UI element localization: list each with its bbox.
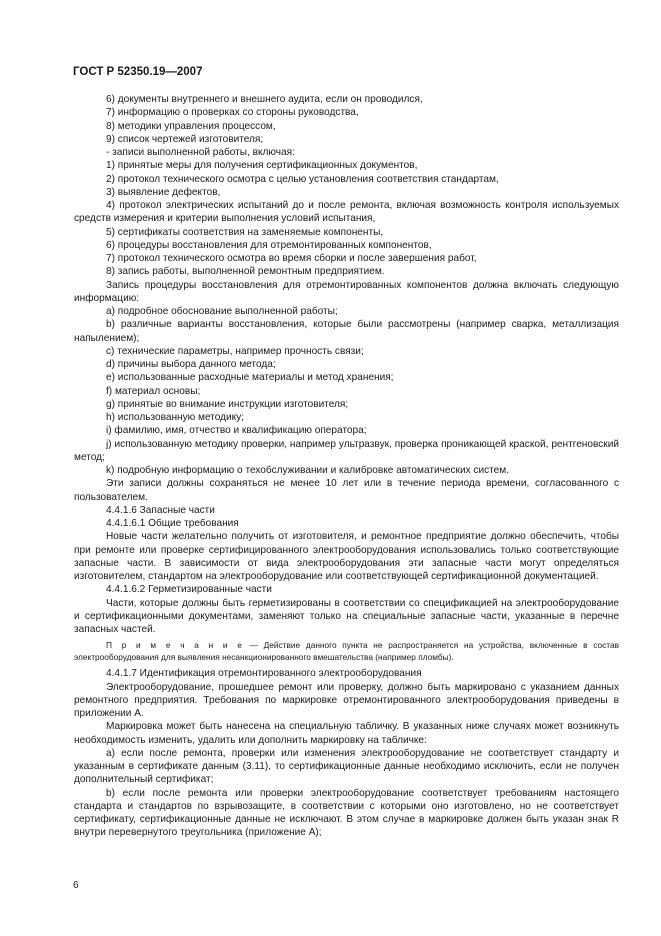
paragraph: 7) протокол технического осмотра во время сборки и после завершения работ, bbox=[106, 253, 477, 264]
paragraph: j) использованную методику проверки, например ультразвук, проверка проникающей краской, рентгеновский метод; bbox=[74, 438, 619, 463]
paragraph: 1) принятые меры для получения сертификационных документов, bbox=[106, 160, 418, 172]
note-text: — Действие данного пункта не распространяется на устройства, включенные в состав электрооборудования для выявления несанкционированного вмешательства (например пломбы). bbox=[74, 640, 620, 662]
paragraph: 7) информацию о проверках со стороны руководства, bbox=[106, 107, 359, 119]
paragraph: 5) сертификаты соответствия на заменяемые компоненты, bbox=[106, 226, 384, 238]
document-header: ГОСТ Р 52350.19—2007 bbox=[73, 66, 203, 78]
section-heading: 4.4.1.6 Запасные части bbox=[106, 504, 215, 516]
document-body bbox=[74, 93, 619, 840]
paragraph: g) принятые во внимание инструкции изготовителя; bbox=[106, 398, 349, 410]
paragraph: d) причины выбора данного метода; bbox=[106, 359, 276, 370]
section-heading: 4.4.1.6.1 Общие требования bbox=[106, 518, 239, 529]
paragraph: b) если после ремонта или проверки электрооборудование соответствует требованиям настоящего стандарта и стандартов по взрывозащите, в соответствии с которыми оно изготовлено, но не соответствует сертификату, сертификационные данные не исключают. В этом случае в маркировке должен быть указан знак R внутри перевернутого треугольника (приложение А); bbox=[74, 787, 619, 839]
paragraph: c) технические параметры, например прочность связи; bbox=[106, 345, 364, 357]
paragraph: - записи выполненной работы, включая: bbox=[106, 147, 295, 158]
paragraph: 8) методики управления процессом, bbox=[106, 120, 276, 132]
paragraph: f) материал основы; bbox=[106, 385, 201, 397]
paragraph: 3) выявление дефектов, bbox=[106, 186, 221, 198]
paragraph: 8) запись работы, выполненной ремонтным предприятием. bbox=[106, 266, 385, 278]
paragraph: Запись процедуры восстановления для отремонтированных компонентов должна включать следующую информацию: bbox=[74, 279, 619, 304]
paragraph: Электрооборудование, прошедшее ремонт или проверку, должно быть маркировано с указанием данных ремонтного предприятия. Требования по маркировке отремонтированного электрооборудования приведены в приложении А. bbox=[74, 681, 619, 719]
paragraph: a) если после ремонта, проверки или изменения электрооборудование не соответствует стандарту и указанным в сертификате данным (3.11), то сертификационные данные необходимо исключить, если не получен дополнительный сертификат; bbox=[74, 747, 619, 786]
paragraph: k) подробную информацию о техобслуживании и калибровке автоматических систем. bbox=[106, 465, 510, 476]
paragraph: 2) протокол технического осмотра с целью установления соответствия стандартам, bbox=[106, 173, 499, 185]
paragraph: Маркировка может быть нанесена на специальную табличку. В указанных ниже случаях может возникнуть необходимость изменить, удалить или дополнить маркировку на табличке: bbox=[74, 721, 619, 746]
paragraph: a) подробное обоснование выполненной работы; bbox=[106, 306, 338, 317]
page-number: 6 bbox=[73, 880, 79, 891]
paragraph: h) использованную методику; bbox=[106, 412, 245, 423]
section-heading: 4.4.1.6.2 Герметизированные части bbox=[106, 584, 272, 596]
paragraph: Новые части желательно получить от изготовителя, и ремонтное предприятие должно обеспечить, чтобы при ремонте или проверке сертифицированного электрооборудования использовались только соответствующие запасные части. В зависимости от вида электрооборудования эти запасные части могут определяться изготовителем, стандартом на электрооборудование или соответствующей сертификационной документацией. bbox=[74, 531, 619, 582]
paragraph: 9) список чертежей изготовителя; bbox=[106, 133, 264, 145]
paragraph: 6) документы внутреннего и внешнего аудита, если он проводился, bbox=[106, 94, 423, 105]
paragraph: e) использованные расходные материалы и метод хранения; bbox=[106, 372, 394, 384]
paragraph: Эти записи должны сохраняться не менее 10 лет или в течение периода времени, согласованного с пользователем. bbox=[74, 478, 619, 503]
paragraph: Части, которые должны быть герметизированы в соответствии со спецификацией на электрооборудование и сертификационными документами, заменяют только на специальные запасные части, указанные в перечне запасных частей. bbox=[74, 597, 619, 635]
note-label: П р и м е ч а н и е bbox=[106, 640, 244, 651]
paragraph: 6) процедуры восстановления для отремонтированных компонентов, bbox=[106, 239, 432, 251]
paragraph: i) фамилию, имя, отчество и квалификацию оператора; bbox=[106, 425, 367, 437]
paragraph: 4) протокол электрических испытаний до и после ремонта, включая возможность контроля используемых средств измерения и критерии выполнения условий испытания, bbox=[74, 200, 619, 225]
note bbox=[74, 640, 619, 663]
section-heading: 4.4.1.7 Идентификация отремонтированного электрооборудования bbox=[106, 668, 422, 680]
paragraph: b) различные варианты восстановления, которые были рассмотрены (например сварка, металлизация напылением); bbox=[74, 319, 619, 344]
